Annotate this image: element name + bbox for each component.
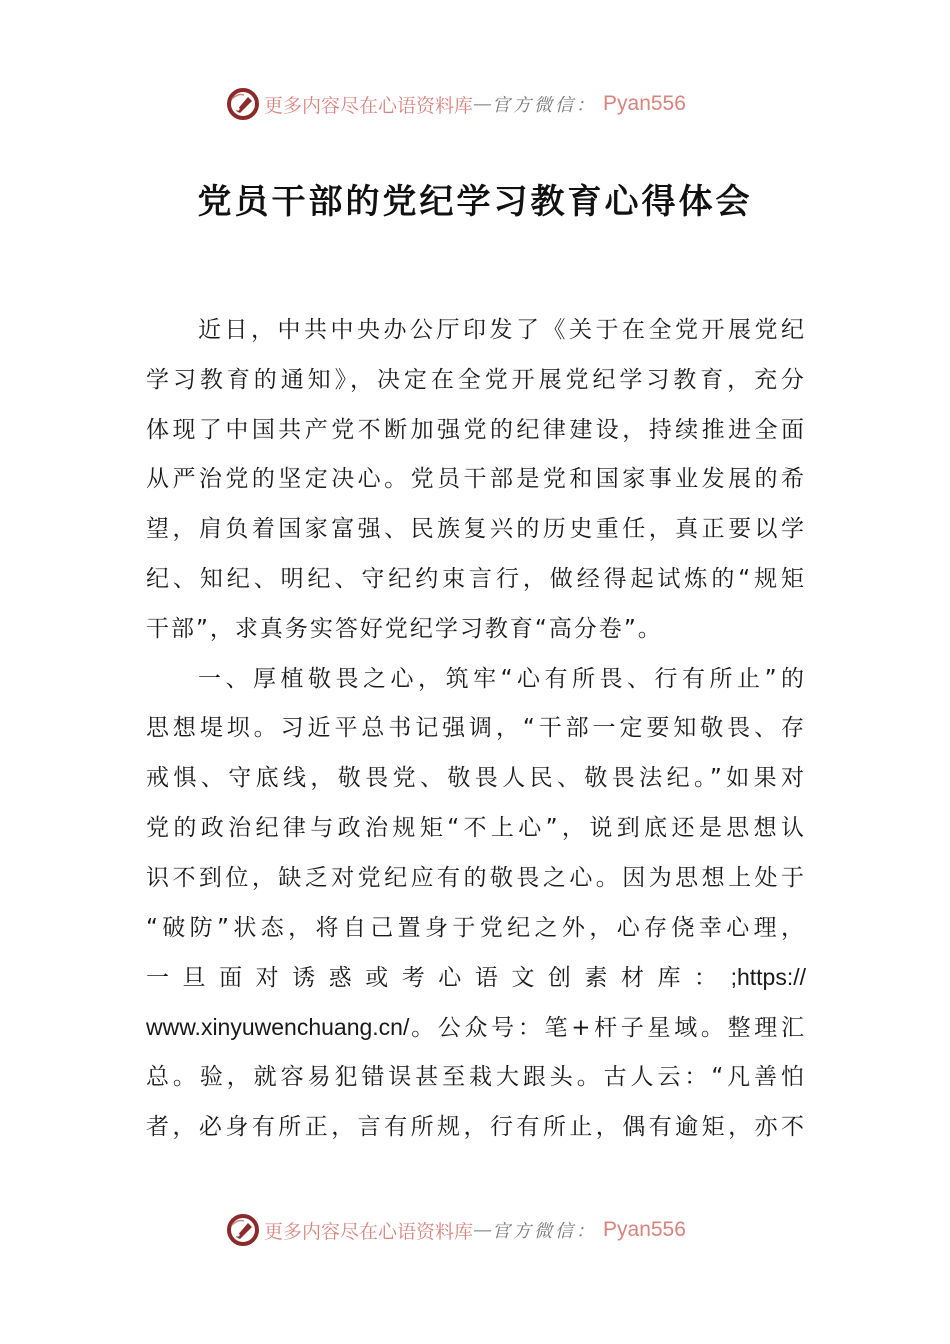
paragraph-line: 一、厚植敬畏之心，筑牢“心有所畏、行有所止”的 [198,665,806,692]
watermark-text-red: 更多内容尽在心语资料库 [264,1220,474,1243]
paragraph-line: 总。验，就容易犯错误甚至栽大跟头。古人云：“凡善怕 [146,1063,806,1090]
watermark-dash: — [473,93,493,115]
paragraph-line: 近日，中共中央办公厅印发了《关于在全党开展党纪 [198,317,806,343]
paragraph-line: 学习教育的通知》，决定在全党开展党纪学习教育，充分 [146,366,806,393]
url-fragment-2[interactable]: www.xinyuwenchuang.cn/ [146,1014,410,1041]
line-text: 一旦面对诱惑或考心语文创素材库： [146,965,731,992]
paragraph-line: 纪、知纪、明纪、守纪约束言行，做经得起试炼的“规矩 [146,565,806,592]
paragraph-line-with-url [146,953,806,1003]
watermark-banner-bottom [226,1210,686,1250]
paragraph-line: 戒惧、守底线，敬畏党、敬畏人民、敬畏法纪。”如果对 [146,765,806,792]
document-body [146,306,806,1153]
pen-nib-logo-icon [226,87,260,121]
url-fragment-1[interactable]: ;https:// [730,964,806,991]
watermark-text-gray: 官方微信： [492,1221,598,1242]
paragraph-line-with-url [146,1003,806,1053]
watermark-wechat-id: Pyan556 [603,92,686,115]
watermark-text-red: 更多内容尽在心语资料库 [264,94,474,117]
paragraph-line: 识不到位，缺乏对党纪应有的敬畏之心。因为思想上处于 [146,864,806,891]
watermark-dash: — [473,1219,493,1241]
paragraph-line: 者，必身有所正，言有所规，行有所止，偶有逾矩，亦不 [146,1113,806,1140]
paragraph-line: 体现了中国共产党不断加强党的纪律建设，持续推进全面 [146,416,806,443]
document-title: 党员干部的党纪学习教育心得体会 [197,182,753,222]
paragraph-line: 干部”，求真务实答好党纪学习教育“高分卷”。 [146,615,663,642]
paragraph-line: “破防”状态，将自己置身于党纪之外，心存侥幸心理， [146,914,806,941]
watermark-wechat-id: Pyan556 [603,1218,686,1241]
paragraph-line: 党的政治纪律与政治规矩“不上心”，说到底还是思想认 [146,814,806,841]
pen-nib-logo-icon [226,1213,260,1247]
watermark-text-gray: 官方微信： [492,95,598,116]
paragraph-line: 望，肩负着国家富强、民族复兴的历史重任，真正要以学 [146,516,806,543]
line-text: 。公众号：笔+杆子星域。整理汇 [409,1015,806,1042]
paragraph-line: 从严治党的坚定决心。党员干部是党和国家事业发展的希 [146,466,806,493]
paragraph-line: 思想堤坝。习近平总书记强调，“干部一定要知敬畏、存 [146,715,806,742]
watermark-banner-top [226,84,686,124]
